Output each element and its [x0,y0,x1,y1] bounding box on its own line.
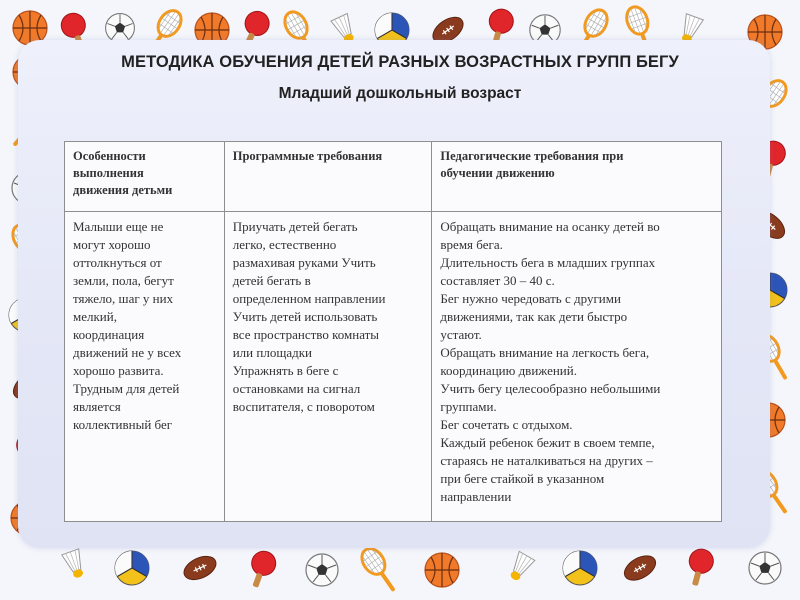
soccer-ball-icon [749,552,781,584]
cell-line: движений не у всех [73,345,182,360]
header-line: движения детьми [73,183,173,197]
cell-line: Трудным для детей [73,381,180,396]
cell-line: при беге стайкой в указанном [440,471,605,486]
tennis-racket-icon [357,544,401,595]
shuttlecock-icon [506,551,535,583]
cell-line: Бег нужно чередовать с другими [440,291,621,306]
shuttlecock-icon [62,549,88,581]
ping-pong-paddle-icon [244,548,279,591]
cell-line: остановками на сигнал [232,381,361,396]
cell-line: координация [73,327,145,342]
cell-line: Каждый ребенок бежит в своем темпе, [440,435,655,450]
page-title: МЕТОДИКА ОБУЧЕНИЯ ДЕТЕЙ РАЗНЫХ ВОЗРАСТНЫХ ГРУПП БЕГУ [121,53,679,71]
ping-pong-paddle-icon [683,546,716,588]
volleyball-icon [563,551,597,585]
rugby-ball-icon [180,552,219,584]
cell-line: координацию движений. [440,363,577,378]
cell-program-requirements [224,212,432,522]
cell-pedagogical-requirements [432,212,722,522]
cell-line: легко, естественно [232,237,337,252]
cell-line: определенном направлении [232,291,386,306]
cell-line: воспитателя, с поворотом [232,399,375,414]
header-line: Особенности [73,149,146,163]
cell-line: движениями, так как дети быстро [440,309,628,324]
cell-line: размахивая руками Учить [232,255,376,270]
cell-line: составляет 30 – 40 с. [440,273,555,288]
header-line: Педагогические требования при [440,149,624,163]
cell-line: Обращать внимание на легкость бега, [440,345,650,360]
header-pedagogical-requirements [432,142,722,212]
cell-line: время бега. [440,237,503,252]
cell-line: Упражнять в беге с [232,363,339,378]
cell-line: тяжело, шаг у них [73,291,174,306]
cell-line: Малыши еще не [73,219,164,234]
cell-line: коллективный бег [73,417,173,432]
table-row [65,212,722,522]
cell-line: земли, пола, бегут [73,273,174,288]
rugby-ball-icon [620,551,659,585]
header-program-requirements [224,142,432,212]
soccer-ball-icon [106,14,135,43]
cell-line: могут хорошо [73,237,151,252]
soccer-ball-icon [306,554,338,586]
cell-line: Обращать внимание на осанку детей во [440,219,660,234]
cell-line: Бег сочетать с отдыхом. [440,417,573,432]
cell-line: Приучать детей бегать [232,219,358,234]
cell-movement-features [65,212,225,522]
basketball-icon [425,553,459,587]
header-line: обучении движению [440,166,555,180]
cell-line: все пространство комнаты [232,327,380,342]
cell-line: устают. [440,327,482,342]
cell-line: Длительность бега в младших группах [440,255,656,270]
header-movement-features [65,142,225,212]
volleyball-icon [115,551,149,585]
cell-line: хорошо развита. [73,363,164,378]
cell-line: стараясь не наталкиваться на других – [440,453,653,468]
cell-line: Учить бегу целесообразно небольшими [440,381,661,396]
header-line: выполнения [73,166,144,180]
table-header-row [65,142,722,212]
page-subtitle: Младший дошкольный возраст [278,85,522,102]
cell-line: группами. [440,399,497,414]
cell-line: детей бегать в [232,273,311,288]
cell-line: мелкий, [73,309,117,324]
running-methods-table [64,141,722,522]
cell-line: или площадки [232,345,312,360]
cell-line: Учить детей использовать [232,309,378,324]
cell-line: оттолкнуться от [73,255,162,270]
cell-line: является [73,399,121,414]
cell-line: направлении [440,489,512,504]
header-line: Программные требования [232,149,383,163]
